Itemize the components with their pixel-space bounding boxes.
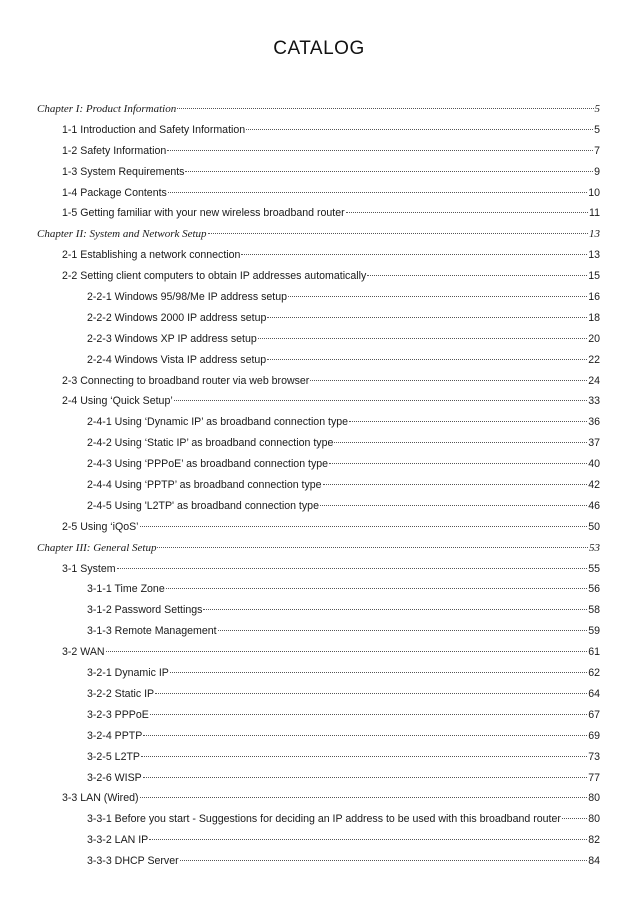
dot-leader xyxy=(208,233,588,234)
toc-entry-label: 3-3-1 Before you start - Suggestions for deciding an IP address to be used with this broadband router xyxy=(87,813,561,826)
toc-entry-label: 2-2-2 Windows 2000 IP address setup xyxy=(87,311,267,324)
dot-leader xyxy=(288,296,587,297)
toc-page-number: 20 xyxy=(588,332,600,345)
toc-entry[interactable] xyxy=(0,266,600,287)
toc-page-number: 61 xyxy=(588,646,600,659)
toc-entry[interactable] xyxy=(0,412,600,433)
toc-entry[interactable] xyxy=(0,705,600,726)
toc-page-number: 58 xyxy=(588,604,600,617)
dot-leader xyxy=(106,651,588,652)
toc-page-number: 77 xyxy=(588,771,600,784)
toc-entry-label: 3-1-2 Password Settings xyxy=(87,604,203,617)
toc-entry-label: 2-2-4 Windows Vista IP address setup xyxy=(87,353,267,366)
toc-entry[interactable] xyxy=(0,287,600,308)
dot-leader xyxy=(246,129,593,130)
toc-page-number: 64 xyxy=(588,687,600,700)
dot-leader xyxy=(140,797,588,798)
toc-entry-label: Chapter I: Product Information xyxy=(37,103,177,115)
toc-page-number: 37 xyxy=(588,437,600,450)
toc-entry[interactable] xyxy=(0,391,600,412)
toc-page-number: 82 xyxy=(588,834,600,847)
toc-chapter-entry[interactable] xyxy=(0,224,600,245)
dot-leader xyxy=(168,192,587,193)
toc-entry[interactable] xyxy=(0,517,600,538)
dot-leader xyxy=(267,359,587,360)
toc-entry[interactable] xyxy=(0,454,600,475)
dot-leader xyxy=(218,630,588,631)
toc-page-number: 5 xyxy=(594,103,600,115)
dot-leader xyxy=(143,735,587,736)
dot-leader xyxy=(149,839,587,840)
toc-entry-label: 3-2-1 Dynamic IP xyxy=(87,667,169,680)
toc-entry[interactable] xyxy=(0,579,600,600)
toc-page-number: 80 xyxy=(588,813,600,826)
toc-page-number: 56 xyxy=(588,583,600,596)
dot-leader xyxy=(170,672,587,673)
toc-page-number: 40 xyxy=(588,458,600,471)
toc-entry-label: Chapter III: General Setup xyxy=(37,541,157,554)
toc-page-number: 55 xyxy=(588,562,600,575)
toc-page-number: 80 xyxy=(588,792,600,805)
toc-entry[interactable] xyxy=(0,183,600,204)
dot-leader xyxy=(334,442,587,443)
toc-entry-label: 1-4 Package Contents xyxy=(62,186,167,199)
toc-entry-label: 3-2 WAN xyxy=(62,646,105,659)
toc-entry-label: 2-3 Connecting to broadband router via web browser xyxy=(62,374,310,387)
toc-entry[interactable] xyxy=(0,768,600,789)
dot-leader xyxy=(310,380,587,381)
dot-leader xyxy=(157,547,588,548)
toc-page-number: 42 xyxy=(588,479,600,492)
toc-page-number: 69 xyxy=(588,729,600,742)
dot-leader xyxy=(150,714,587,715)
dot-leader xyxy=(346,212,588,213)
toc-entry-label: 2-5 Using ‘iQoS’ xyxy=(62,520,139,533)
toc-entry[interactable] xyxy=(0,120,600,141)
dot-leader xyxy=(166,588,587,589)
toc-page-number: 11 xyxy=(589,207,600,220)
toc-page-number: 22 xyxy=(588,353,600,366)
toc-entry-label: 3-2-6 WISP xyxy=(87,771,142,784)
toc-entry[interactable] xyxy=(0,203,600,224)
toc-entry[interactable] xyxy=(0,162,600,183)
toc-entry[interactable] xyxy=(0,371,600,392)
dot-leader xyxy=(117,568,588,569)
dot-leader xyxy=(167,150,593,151)
toc-page-number: 33 xyxy=(588,395,600,408)
toc-entry-label: 2-4-3 Using ‘PPPoE’ as broadband connection type xyxy=(87,458,329,471)
toc-page-number: 15 xyxy=(588,270,600,283)
toc-entry[interactable] xyxy=(0,308,600,329)
toc-page-number: 24 xyxy=(588,374,600,387)
toc-entry-label: 3-3-2 LAN IP xyxy=(87,834,149,847)
toc-entry-label: 3-2-3 PPPoE xyxy=(87,708,149,721)
toc-entry[interactable] xyxy=(0,830,600,851)
toc-entry-label: 3-1 System xyxy=(62,562,116,575)
toc-page-number: 84 xyxy=(588,855,600,868)
toc-entry-label: 2-4 Using ‘Quick Setup’ xyxy=(62,395,173,408)
dot-leader xyxy=(267,317,587,318)
toc-page-number: 53 xyxy=(589,541,600,554)
toc-entry[interactable] xyxy=(0,329,600,350)
toc-entry[interactable] xyxy=(0,726,600,747)
toc-page-number: 59 xyxy=(588,625,600,638)
toc-entry[interactable] xyxy=(0,141,600,162)
toc-page-number: 10 xyxy=(588,186,600,199)
toc-entry[interactable] xyxy=(0,809,600,830)
toc-entry-label: 3-1-3 Remote Management xyxy=(87,625,217,638)
toc-page-number: 62 xyxy=(588,667,600,680)
toc-page-number: 36 xyxy=(588,416,600,429)
dot-leader xyxy=(203,609,587,610)
toc-entry[interactable] xyxy=(0,642,600,663)
toc-page-number: 67 xyxy=(588,708,600,721)
toc-entry-label: 3-3-3 DHCP Server xyxy=(87,855,179,868)
dot-leader xyxy=(185,171,593,172)
dot-leader xyxy=(258,338,587,339)
toc-entry-label: 1-5 Getting familiar with your new wireless broadband router xyxy=(62,207,345,220)
toc-entry-label: 2-4-5 Using 'L2TP' as broadband connection type xyxy=(87,499,319,512)
dot-leader xyxy=(177,108,593,109)
page-title: CATALOG xyxy=(273,38,365,59)
toc-entry[interactable] xyxy=(0,475,600,496)
toc-entry-label: 2-2-3 Windows XP IP address setup xyxy=(87,332,257,345)
toc-entry-label: 3-2-4 PPTP xyxy=(87,729,143,742)
toc-entry-label: Chapter II: System and Network Setup xyxy=(37,228,207,241)
dot-leader xyxy=(143,777,587,778)
toc-entry[interactable] xyxy=(0,621,600,642)
toc-entry-label: 2-2-1 Windows 95/98/Me IP address setup xyxy=(87,291,288,304)
dot-leader xyxy=(241,254,587,255)
toc-entry-label: 1-3 System Requirements xyxy=(62,165,185,178)
toc-entry[interactable] xyxy=(0,684,600,705)
toc-entry[interactable] xyxy=(0,433,600,454)
toc-page-number: 9 xyxy=(594,165,600,178)
toc-page-number: 50 xyxy=(588,520,600,533)
toc-chapter-entry[interactable] xyxy=(0,538,600,559)
toc-entry[interactable] xyxy=(0,747,600,768)
toc-page-number: 73 xyxy=(588,750,600,763)
toc-chapter-entry[interactable] xyxy=(0,99,600,120)
toc-page-number: 13 xyxy=(589,228,600,241)
toc-page-number: 18 xyxy=(588,311,600,324)
dot-leader xyxy=(323,484,588,485)
toc-page-number: 7 xyxy=(594,144,600,157)
toc-entry-label: 3-2-2 Static IP xyxy=(87,687,155,700)
dot-leader xyxy=(562,818,587,819)
toc-entry-label: 1-2 Safety Information xyxy=(62,144,167,157)
toc-page-number: 5 xyxy=(594,123,600,136)
dot-leader xyxy=(155,693,587,694)
toc-page-number: 46 xyxy=(588,499,600,512)
toc-entry-label: 2-4-2 Using ‘Static IP’ as broadband connection type xyxy=(87,437,334,450)
toc-entry-label: 2-4-4 Using ‘PPTP’ as broadband connection type xyxy=(87,479,322,492)
toc-entry[interactable] xyxy=(0,788,600,809)
toc-entry[interactable] xyxy=(0,245,600,266)
toc-entry[interactable] xyxy=(0,559,600,580)
toc-entry-label: 1-1 Introduction and Safety Information xyxy=(62,123,246,136)
toc-entry-label: 2-2 Setting client computers to obtain IP addresses automatically xyxy=(62,270,367,283)
dot-leader xyxy=(180,860,588,861)
toc-page-number: 16 xyxy=(588,291,600,304)
toc-entry-label: 3-2-5 L2TP xyxy=(87,750,140,763)
dot-leader xyxy=(367,275,587,276)
toc-entry[interactable] xyxy=(0,851,600,872)
dot-leader xyxy=(329,463,587,464)
dot-leader xyxy=(174,400,588,401)
toc-entry-label: 3-3 LAN (Wired) xyxy=(62,792,139,805)
dot-leader xyxy=(320,505,587,506)
toc-entry-label: 2-1 Establishing a network connection xyxy=(62,249,241,262)
dot-leader xyxy=(141,756,587,757)
toc-entry-label: 2-4-1 Using ‘Dynamic IP’ as broadband connection type xyxy=(87,416,349,429)
toc-entry[interactable] xyxy=(0,350,600,371)
table-of-contents xyxy=(0,99,638,872)
toc-entry[interactable] xyxy=(0,663,600,684)
toc-entry-label: 3-1-1 Time Zone xyxy=(87,583,165,596)
toc-entry[interactable] xyxy=(0,600,600,621)
dot-leader xyxy=(140,526,588,527)
dot-leader xyxy=(349,421,587,422)
toc-entry[interactable] xyxy=(0,496,600,517)
toc-page-number: 13 xyxy=(588,249,600,262)
